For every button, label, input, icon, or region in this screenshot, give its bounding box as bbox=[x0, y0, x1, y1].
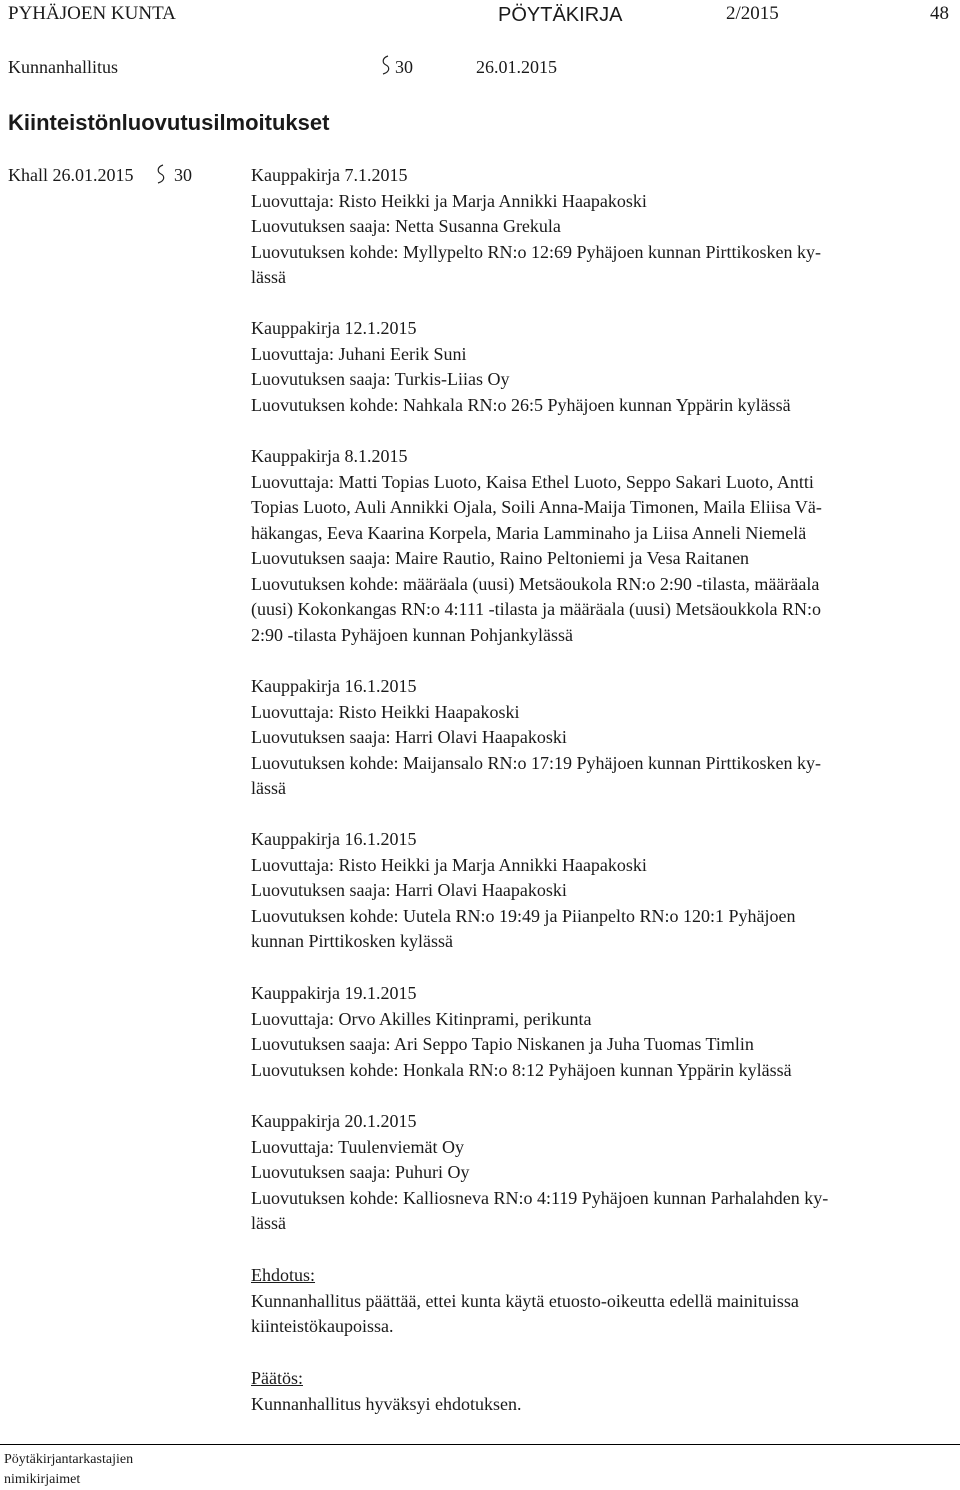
page-title: Kiinteistönluovutusilmoitukset bbox=[8, 110, 330, 135]
municipality-name: PYHÄJOEN KUNTA bbox=[8, 3, 176, 24]
governing-body: Kunnanhallitus bbox=[8, 57, 118, 77]
deed-line: Luovuttaja: Tuulenviemät Oy bbox=[251, 1136, 464, 1157]
deed-line: Luovuttaja: Risto Heikki ja Marja Annikki Haapakoski bbox=[251, 854, 647, 875]
section-mark-icon bbox=[378, 55, 392, 75]
deed-line: kunnan Pirttikosken kylässä bbox=[251, 931, 453, 951]
deed-entry-2 bbox=[251, 316, 791, 418]
header-section-number: 30 bbox=[395, 57, 413, 77]
deed-line: Kauppakirja 16.1.2015 bbox=[251, 676, 417, 696]
deed-entry-3 bbox=[251, 444, 822, 648]
deed-line: Kauppakirja 7.1.2015 bbox=[251, 165, 408, 185]
document-type: PÖYTÄKIRJA bbox=[498, 4, 623, 26]
deed-line: Topias Luoto, Auli Annikki Ojala, Soili Anna-Maija Timonen, Maila Eliisa Vä- bbox=[251, 497, 822, 517]
khall-reference: Khall 26.01.2015 bbox=[8, 165, 134, 185]
footer-line: nimikirjaimet bbox=[4, 1472, 81, 1487]
proposal-line: kiinteistökaupoissa. bbox=[251, 1316, 394, 1336]
proposal-line: Kunnanhallitus päättää, ettei kunta käytä etuosto-oikeutta edellä mainituissa bbox=[251, 1290, 799, 1311]
footer-line: Pöytäkirjantarkastajien bbox=[4, 1452, 134, 1467]
deed-line: Luovutuksen saaja: Harri Olavi Haapakoski bbox=[251, 880, 567, 900]
proposal-section bbox=[251, 1263, 799, 1340]
deed-line: Luovuttaja: Risto Heikki Haapakoski bbox=[251, 701, 520, 722]
proposal-heading: Ehdotus: bbox=[251, 1265, 316, 1285]
deed-entry-7 bbox=[251, 1109, 828, 1237]
deed-line: Luovutuksen kohde: Uutela RN:o 19:49 ja Piianpelto RN:o 120:1 Pyhäjoen bbox=[251, 905, 796, 926]
deed-line: Luovutuksen saaja: Netta Susanna Grekula bbox=[251, 216, 561, 236]
decision-line: Kunnanhallitus hyväksyi ehdotuksen. bbox=[251, 1393, 522, 1414]
deed-line: Luovutuksen kohde: Maijansalo RN:o 17:19 Pyhäjoen kunnan Pirttikosken ky- bbox=[251, 752, 821, 773]
deed-line: Luovutuksen saaja: Puhuri Oy bbox=[251, 1162, 470, 1182]
deed-line: Luovuttaja: Orvo Akilles Kitinprami, perikunta bbox=[251, 1008, 592, 1029]
footer-divider bbox=[0, 1444, 960, 1445]
meeting-date: 26.01.2015 bbox=[476, 57, 557, 77]
decision-heading: Päätös: bbox=[251, 1368, 303, 1388]
deed-line: Kauppakirja 16.1.2015 bbox=[251, 829, 417, 849]
decision-section bbox=[251, 1366, 521, 1417]
deed-entry-4 bbox=[251, 674, 821, 802]
deed-line: Luovutuksen saaja: Harri Olavi Haapakoski bbox=[251, 727, 567, 747]
footer-initials-label bbox=[4, 1450, 133, 1490]
deed-line: Luovuttaja: Matti Topias Luoto, Kaisa Ethel Luoto, Seppo Sakari Luoto, Antti bbox=[251, 471, 814, 492]
deed-entry-6 bbox=[251, 981, 792, 1083]
deed-line: Luovutuksen saaja: Turkis-Liias Oy bbox=[251, 369, 510, 389]
deed-line: Luovuttaja: Juhani Eerik Suni bbox=[251, 343, 467, 364]
issue-number: 2/2015 bbox=[726, 3, 779, 24]
khall-section-number: 30 bbox=[174, 165, 192, 185]
deed-line: Luovutuksen saaja: Ari Seppo Tapio Niskanen ja Juha Tuomas Timlin bbox=[251, 1034, 754, 1054]
deed-line: lässä bbox=[251, 778, 286, 798]
deed-line: Luovuttaja: Risto Heikki ja Marja Annikki Haapakoski bbox=[251, 190, 647, 211]
deed-line: lässä bbox=[251, 267, 286, 287]
deed-line: Kauppakirja 8.1.2015 bbox=[251, 446, 408, 466]
deed-entry-5 bbox=[251, 827, 795, 955]
khall-section-mark-icon bbox=[153, 164, 167, 184]
deed-line: (uusi) Kokonkangas RN:o 4:111 -tilasta ja määräala (uusi) Metsäoukkola RN:o bbox=[251, 599, 822, 619]
deed-line: Luovutuksen kohde: määräala (uusi) Metsäoukola RN:o 2:90 -tilasta, määräala bbox=[251, 573, 820, 594]
deed-line: Kauppakirja 20.1.2015 bbox=[251, 1111, 417, 1131]
deed-line: lässä bbox=[251, 1213, 286, 1233]
page-number: 48 bbox=[930, 3, 949, 24]
deed-line: Luovutuksen kohde: Myllypelto RN:o 12:69 Pyhäjoen kunnan Pirttikosken ky- bbox=[251, 241, 821, 262]
deed-line: Luovutuksen kohde: Honkala RN:o 8:12 Pyhäjoen kunnan Yppärin kylässä bbox=[251, 1059, 792, 1080]
deed-line: Luovutuksen kohde: Kalliosneva RN:o 4:119 Pyhäjoen kunnan Parhalahden ky- bbox=[251, 1187, 829, 1208]
deed-line: Kauppakirja 19.1.2015 bbox=[251, 983, 417, 1003]
deed-line: häkangas, Eeva Kaarina Korpela, Maria Lamminaho ja Liisa Anneli Niemelä bbox=[251, 522, 807, 543]
deed-line: 2:90 -tilasta Pyhäjoen kunnan Pohjankylässä bbox=[251, 624, 573, 645]
deed-line: Luovutuksen saaja: Maire Rautio, Raino Peltoniemi ja Vesa Raitanen bbox=[251, 548, 750, 568]
deed-line: Luovutuksen kohde: Nahkala RN:o 26:5 Pyhäjoen kunnan Yppärin kylässä bbox=[251, 394, 791, 415]
deed-entry-1 bbox=[251, 163, 821, 291]
deed-line: Kauppakirja 12.1.2015 bbox=[251, 318, 417, 338]
